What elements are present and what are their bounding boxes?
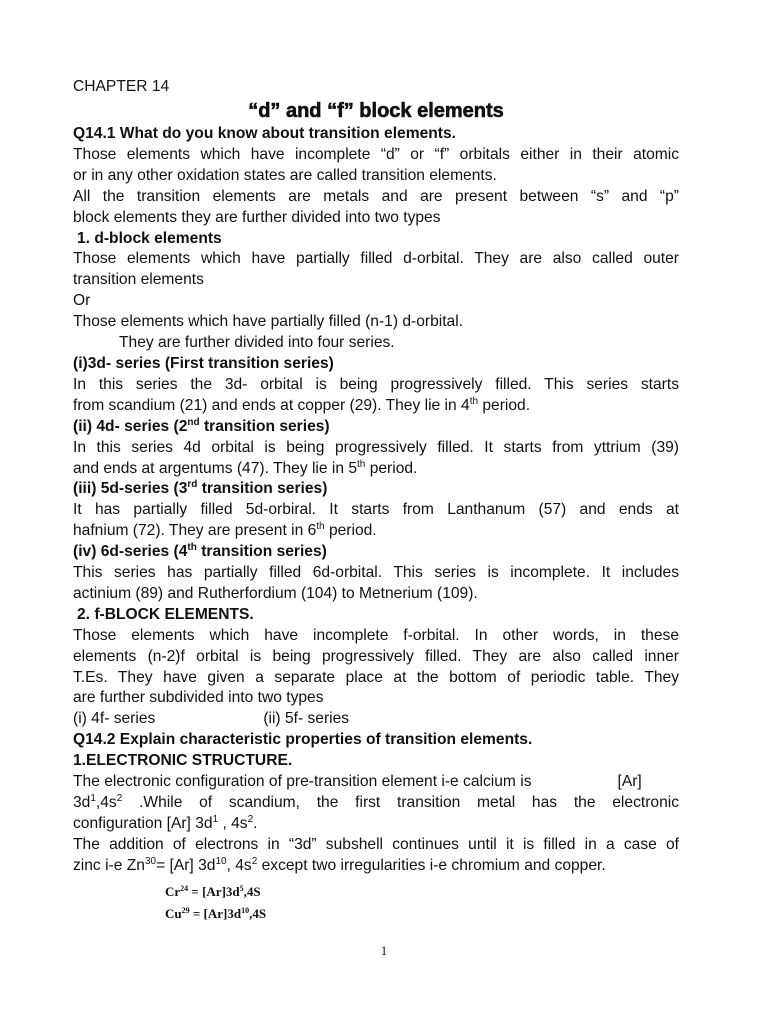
f-block-heading: 2. f-BLOCK ELEMENTS.	[77, 605, 254, 623]
f-block-line-2: elements (n-2)f orbital is being progressively filled. They are also called inner	[73, 647, 679, 665]
series-4d-heading: (ii) 4d- series (2nd transition series)	[73, 416, 330, 435]
series-5d-line-2: hafnium (72). They are present in 6th period.	[73, 521, 377, 540]
electronic-structure-heading: 1.ELECTRONIC STRUCTURE.	[73, 752, 293, 770]
question-heading-14-2: Q14.2 Explain characteristic properties of transition elements.	[73, 731, 533, 749]
four-series-text: They are further divided into four series.	[119, 334, 395, 352]
electronic-config-line-3: configuration [Ar] $3d^1$ , $4s^2$.	[73, 813, 258, 832]
f-block-line-4: are further subdivided into two types	[73, 689, 324, 707]
series-3d-line-2: from scandium (21) and ends at copper (29). They lie in 4th period.	[73, 395, 531, 414]
series-5d-line-1: It has partially filled 5d-orbiral. It starts from Lanthanum (57) and ends at	[73, 501, 679, 519]
series-3d-heading: (i)3d- series (First transition series)	[73, 354, 334, 372]
d-block-def-alt: Those elements which have partially filled (n-1) d-orbital.	[73, 313, 464, 331]
series-6d-heading: (iv) 6d-series (4th transition series)	[73, 542, 327, 561]
series-4d-line-2: and ends at argentums (47). They lie in 5th period.	[73, 458, 418, 477]
electronic-config-line-2: $3d^1,4s^2$ .While of scandium, the first transition metal has the electronic	[73, 793, 679, 811]
question-heading-14-1: Q14.1 What do you know about transition elements.	[73, 125, 456, 142]
transition-metals-line-2: block elements they are further divided into two types	[73, 208, 441, 226]
d-block-def-line-1: Those elements which have partially filled d-orbital. They are also called outer	[73, 250, 679, 268]
chapter-label: CHAPTER 14	[73, 78, 170, 95]
series-5d-heading: (iii) 5d-series (3rd transition series)	[73, 479, 328, 498]
series-3d-line-1: In this series the 3d- orbital is being progressively filled. This series starts	[73, 375, 679, 393]
electronic-config-line-1: The electronic configuration of pre-transition element i-e calcium is [Ar]	[73, 773, 642, 791]
electron-addition-line-2: zinc i-e $Zn^{30}= [Ar]$ $3d^{10}$, $4s^2$ except two irregularities i-e chromium and copper.	[73, 855, 606, 874]
d-block-def-line-2: transition elements	[73, 271, 204, 289]
definition-line-2: or in any other oxidation states are called transition elements.	[73, 166, 497, 184]
electron-addition-line-1: The addition of electrons in “3d” subshell continues until it is filled in a case of	[73, 835, 679, 853]
chromium-equation: $Cr^{24} = [Ar]3d^5,4S$	[165, 883, 261, 899]
definition-line-1: Those elements which have incomplete “d” or “f” orbitals either in their atomic	[73, 145, 679, 163]
series-6d-line-2: actinium (89) and Rutherfordium (104) to Metnerium (109).	[73, 584, 478, 602]
or-text: Or	[73, 292, 91, 310]
series-4d-line-1: In this series 4d orbital is being progressively filled. It starts from yttrium (39)	[73, 438, 679, 456]
transition-metals-line-1: All the transition elements are metals and are present between “s” and “p”	[73, 187, 679, 205]
f-block-line-1: Those elements which have incomplete f-orbital. In other words, in these	[73, 626, 679, 644]
copper-equation: $Cu^{29} = [Ar]3d^{10},4S$	[165, 905, 267, 921]
page-title: “d” and “f” block elements	[248, 100, 504, 122]
d-block-heading: 1. d-block elements	[77, 229, 222, 247]
f-series-types: (i) 4f- series (ii) 5f- series	[73, 710, 350, 728]
document-page	[73, 76, 679, 925]
page-number: 1	[380, 943, 388, 958]
f-block-line-3: T.Es. They have given a separate place at the bottom of periodic table. They	[73, 668, 679, 686]
series-6d-line-1: This series has partially filled 6d-orbital. This series is incomplete. It includes	[73, 564, 679, 582]
